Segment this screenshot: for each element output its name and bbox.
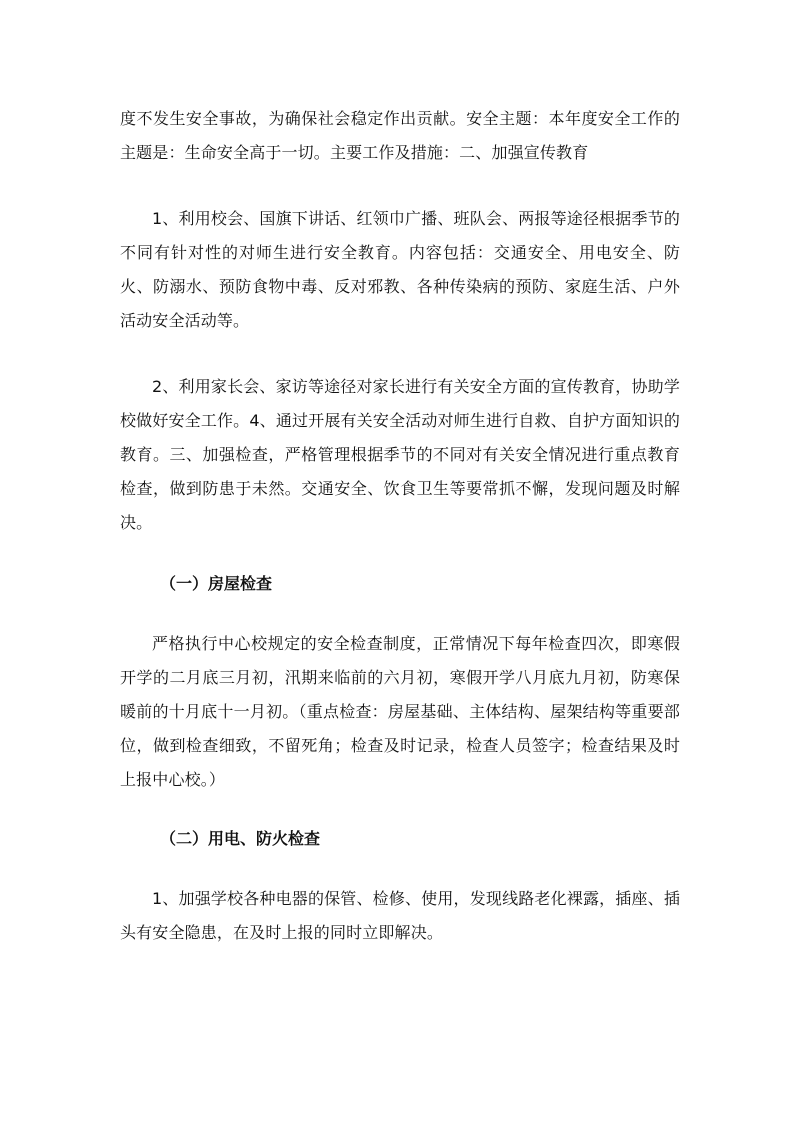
housing-inspection-paragraph: 严格执行中心校规定的安全检查制度，正常情况下每年检查四次，即寒假开学的二月底三月初，汛期来临前的六月初，寒假开学八月底九月初，防寒保暖前的十月底十一月初。（重点检查：房屋基础、主体结构、屋架结构等重要部位，做到检查细致，不留死角；检查及时记录，检查人员签字；检查结果及时上报中心校。） [120, 634, 680, 789]
item-1-paragraph: 1、利用校会、国旗下讲话、红领巾广播、班队会、两报等途径根据季节的不同有针对性的对师生进行安全教育。内容包括：交通安全、用电安全、防火、防溺水、预防食物中毒、反对邪教、各种传染病的预防、家庭生活、户外活动安全活动等。 [120, 209, 680, 330]
intro-paragraph: 度不发生安全事故，为确保社会稳定作出贡献。安全主题：本年度安全工作的主题是：生命安全高于一切。主要工作及措施：二、加强宣传教育 [120, 109, 680, 162]
section-heading-housing: （一）房屋检查 [160, 574, 273, 593]
electric-item-1-paragraph: 1、加强学校各种电器的保管、检修、使用，发现线路老化裸露，插座、插头有安全隐患，在及时上报的同时立即解决。 [120, 889, 680, 942]
document-body [120, 102, 680, 950]
section-heading-electric-fire: （二）用电、防火检查 [160, 829, 321, 848]
item-2-paragraph: 2、利用家长会、家访等途径对家长进行有关安全方面的宣传教育，协助学校做好安全工作。4、通过开展有关安全活动对师生进行自救、自护方面知识的教育。三、加强检查，严格管理根据季节的不同对有关安全情况进行重点教育检查，做到防患于未然。交通安全、饮食卫生等要常抓不懈，发现问题及时解决。 [120, 377, 680, 532]
